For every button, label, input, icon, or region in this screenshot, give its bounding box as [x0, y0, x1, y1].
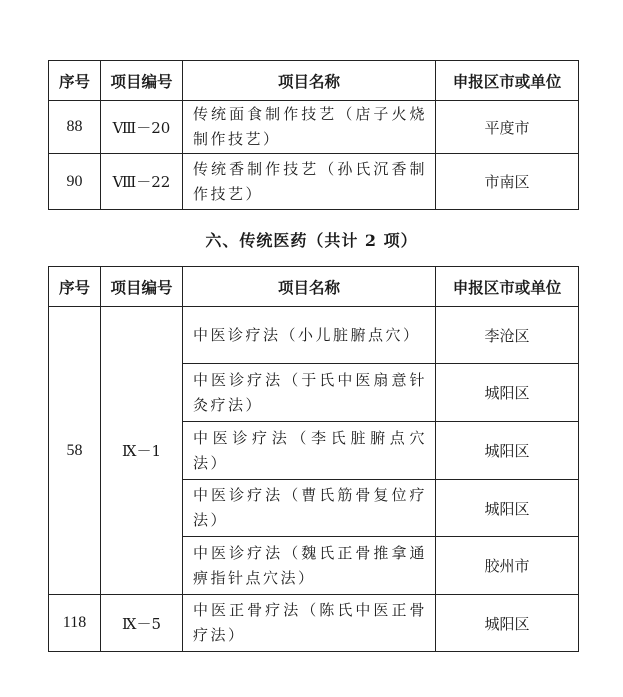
header-name: 项目名称 [183, 267, 436, 307]
row-name: 中医正骨疗法（陈氏中医正骨疗法） [183, 595, 436, 652]
row-unit: 城阳区 [436, 422, 579, 480]
row-name: 中医诊疗法（小儿脏腑点穴） [183, 307, 436, 364]
row-code: Ⅸ－5 [101, 595, 183, 652]
row-name: 传统香制作技艺（孙氏沉香制作技艺） [183, 154, 436, 210]
row-unit: 市南区 [436, 154, 579, 210]
header-unit: 申报区市或单位 [436, 61, 579, 101]
table-row [49, 101, 579, 154]
row-name: 中医诊疗法（曹氏筋骨复位疗法） [183, 480, 436, 537]
row-name: 中医诊疗法（魏氏正骨推拿通痹指针点穴法） [183, 537, 436, 595]
group-seq: 58 [49, 307, 101, 595]
header-code: 项目编号 [101, 61, 183, 101]
row-unit: 胶州市 [436, 537, 579, 595]
row-unit: 李沧区 [436, 307, 579, 364]
row-unit: 城阳区 [436, 480, 579, 537]
group-code: Ⅸ－1 [101, 307, 183, 595]
table-row [49, 595, 579, 652]
header-unit: 申报区市或单位 [436, 267, 579, 307]
row-name: 传统面食制作技艺（店子火烧制作技艺） [183, 101, 436, 154]
row-name: 中医诊疗法（李氏脏腑点穴法） [183, 422, 436, 480]
row-unit: 城阳区 [436, 595, 579, 652]
header-code: 项目编号 [101, 267, 183, 307]
row-unit: 城阳区 [436, 364, 579, 422]
heritage-table-2 [48, 266, 579, 652]
table-row [49, 307, 579, 364]
header-seq: 序号 [49, 267, 101, 307]
row-unit: 平度市 [436, 101, 579, 154]
row-seq: 118 [49, 595, 101, 652]
heritage-table-1 [48, 60, 579, 210]
table-header-row [49, 267, 579, 307]
row-code: Ⅷ－20 [101, 101, 183, 154]
row-seq: 88 [49, 101, 101, 154]
table-row [49, 154, 579, 210]
header-seq: 序号 [49, 61, 101, 101]
row-name: 中医诊疗法（于氏中医扇意针灸疗法） [183, 364, 436, 422]
row-seq: 90 [49, 154, 101, 210]
section-title: 六、传统医药（共计 2 项） [205, 231, 418, 250]
header-name: 项目名称 [183, 61, 436, 101]
table-header-row [49, 61, 579, 101]
row-code: Ⅷ－22 [101, 154, 183, 210]
